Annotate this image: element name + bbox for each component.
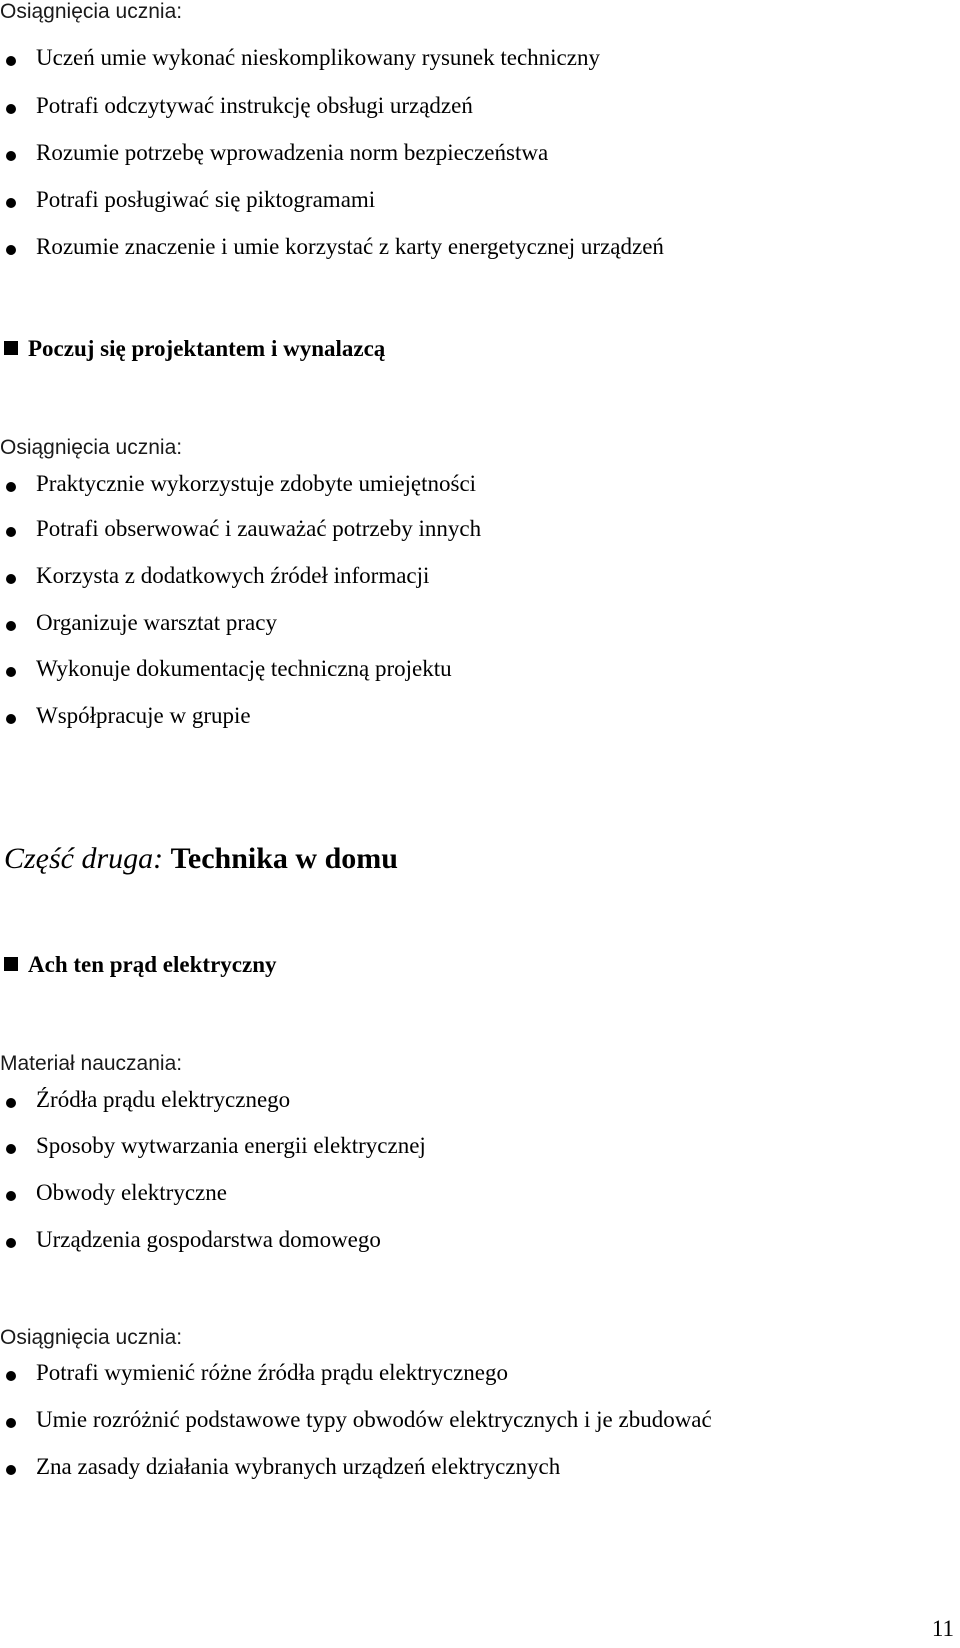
bullet-icon — [6, 1465, 16, 1475]
bullet-icon — [6, 1098, 16, 1108]
bullet-icon — [6, 621, 16, 631]
list-item: Rozumie potrzebę wprowadzenia norm bezpieczeństwa — [0, 140, 548, 166]
list-item: Uczeń umie wykonać nieskomplikowany rysunek techniczny — [0, 45, 600, 71]
material-label: Materiał nauczania: — [0, 1052, 183, 1075]
bullet-icon — [6, 1418, 16, 1428]
bullet-icon — [6, 198, 16, 208]
square-bullet-icon — [4, 341, 18, 355]
bullet-icon — [6, 1238, 16, 1248]
part-heading: Część druga: Technika w domu — [4, 842, 398, 875]
topic-heading: Poczuj się projektantem i wynalazcą — [4, 336, 385, 362]
bullet-icon — [6, 1144, 16, 1154]
list-item: Współpracuje w grupie — [0, 703, 251, 729]
bullet-icon — [6, 574, 16, 584]
bullet-icon — [6, 482, 16, 492]
bullet-icon — [6, 1191, 16, 1201]
list-item: Korzysta z dodatkowych źródeł informacji — [0, 563, 429, 589]
achievements-label: Osiągnięcia ucznia: — [0, 436, 183, 459]
page-number: 11 — [931, 1616, 954, 1641]
bullet-icon — [6, 56, 16, 66]
bullet-icon — [6, 151, 16, 161]
bullet-icon — [6, 527, 16, 537]
list-item: Obwody elektryczne — [0, 1180, 227, 1206]
list-item: Potrafi wymienić różne źródła prądu elektrycznego — [0, 1360, 508, 1386]
list-item: Organizuje warsztat pracy — [0, 610, 277, 636]
list-item: Potrafi obserwować i zauważać potrzeby innych — [0, 516, 481, 542]
list-item: Umie rozróżnić podstawowe typy obwodów elektrycznych i je zbudować — [0, 1407, 712, 1433]
list-item: Potrafi odczytywać instrukcję obsługi urządzeń — [0, 93, 473, 119]
bullet-icon — [6, 1371, 16, 1381]
bullet-icon — [6, 714, 16, 724]
bullet-icon — [6, 667, 16, 677]
list-item: Potrafi posługiwać się piktogramami — [0, 187, 375, 213]
list-item: Wykonuje dokumentację techniczną projektu — [0, 656, 452, 682]
list-item: Źródła prądu elektrycznego — [0, 1087, 290, 1113]
bullet-icon — [6, 104, 16, 114]
achievements-label: Osiągnięcia ucznia: — [0, 1326, 183, 1349]
bullet-icon — [6, 245, 16, 255]
list-item: Urządzenia gospodarstwa domowego — [0, 1227, 381, 1253]
list-item: Sposoby wytwarzania energii elektrycznej — [0, 1133, 426, 1159]
topic-heading: Ach ten prąd elektryczny — [4, 952, 277, 978]
list-item: Zna zasady działania wybranych urządzeń elektrycznych — [0, 1454, 560, 1480]
square-bullet-icon — [4, 957, 18, 971]
list-item: Rozumie znaczenie i umie korzystać z karty energetycznej urządzeń — [0, 234, 664, 260]
achievements-label: Osiągnięcia ucznia: — [0, 0, 183, 23]
list-item: Praktycznie wykorzystuje zdobyte umiejętności — [0, 471, 476, 497]
